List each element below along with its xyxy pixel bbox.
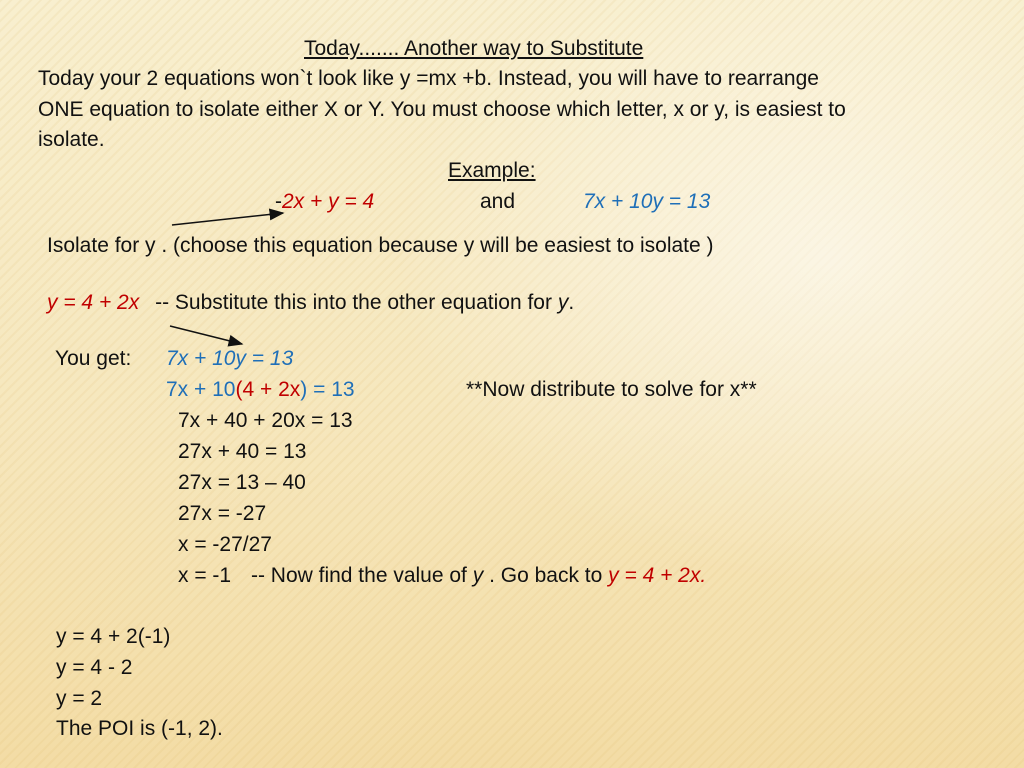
and-text: and: [480, 190, 516, 213]
step-1: 7x + 40 + 20x = 13: [178, 409, 353, 432]
step-4: 27x = -27: [178, 502, 267, 525]
intro-line-1: Today your 2 equations won`t look like y =mx +b. Instead, you will have to rearrange: [38, 67, 819, 90]
substitute-note-text: -- Substitute this into the other equation for: [155, 291, 558, 314]
intro-line-3: isolate.: [38, 128, 105, 151]
substituted-part-c: ) = 13: [300, 378, 355, 401]
substituted-part-a: 7x + 10: [166, 378, 236, 401]
find-y-note-ref: y = 4 + 2x.: [608, 564, 707, 587]
arrow-to-equation-1: [172, 213, 283, 225]
find-y-note-text: -- Now find the value of: [250, 564, 473, 587]
substitute-note-var: y: [557, 291, 569, 314]
minus-sign: -: [275, 190, 282, 213]
isolate-instruction: Isolate for y . (choose this equation because y will be easiest to isolate ): [47, 234, 714, 257]
step-5: x = -27/27: [178, 533, 272, 556]
step-2: 27x + 40 = 13: [178, 440, 307, 463]
slide-title: Today....... Another way to Substitute: [304, 37, 644, 60]
intro-line-2: ONE equation to isolate either X or Y. You must choose which letter, x or y, is easiest to: [38, 98, 846, 121]
arrow-to-substitution: [170, 326, 242, 344]
substituted-part-b: (4 + 2x: [235, 378, 301, 401]
you-get-equation: 7x + 10y = 13: [166, 347, 294, 370]
y-step-3: y = 2: [56, 687, 103, 710]
y-step-1: y = 4 + 2(-1): [56, 625, 171, 648]
x-solution: x = -1: [178, 564, 232, 587]
step-3: 27x = 13 – 40: [178, 471, 306, 494]
you-get-label: You get:: [55, 347, 132, 370]
find-y-note-mid: . Go back to: [483, 564, 609, 587]
example-label: Example:: [448, 159, 536, 182]
substitute-note-period: .: [568, 291, 575, 314]
equation-1-body: 2x + y = 4: [282, 190, 375, 213]
isolated-equation: y = 4 + 2x: [47, 291, 140, 314]
example-equation-2: 7x + 10y = 13: [583, 190, 711, 213]
y-step-2: y = 4 - 2: [56, 656, 133, 679]
find-y-note-var: y: [472, 564, 484, 587]
poi-statement: The POI is (-1, 2).: [56, 717, 223, 740]
distribute-note: **Now distribute to solve for x**: [466, 378, 757, 401]
